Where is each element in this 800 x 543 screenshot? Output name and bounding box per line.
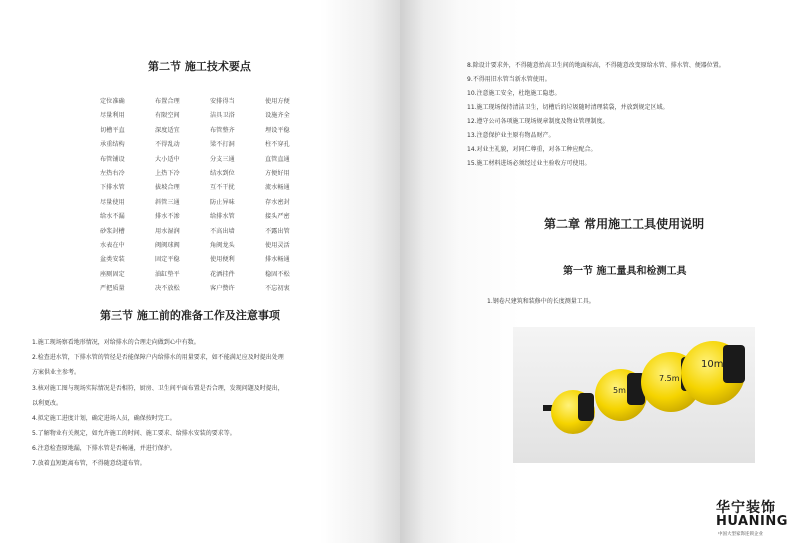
list-item: 15.施工材料进场必须经过业主验收方可使用。	[467, 160, 591, 167]
tool-item: 1.钢卷尺建筑和装修中的长度测量工具。	[487, 298, 595, 305]
tech-point: 盆类安装	[100, 256, 125, 264]
tech-point: 设施齐全	[265, 112, 290, 120]
tech-point: 接头严密	[265, 213, 290, 221]
list-item: 1.施工现场察看地形情况，对给排水的合理走向做到心中有数。	[32, 339, 200, 346]
tech-point: 客户赞许	[210, 285, 235, 293]
tech-point: 洁具卫浴	[210, 112, 235, 120]
tech-point: 梁不打洞	[210, 141, 235, 149]
tape-label: 7.5m	[659, 374, 680, 383]
tech-point: 决不放松	[155, 285, 180, 293]
tech-point: 阀阀球阀	[155, 241, 180, 249]
section1-title: 第一节 施工量具和检测工具	[563, 266, 687, 277]
list-item: 7.放着直短距离布管，不得随意绕道布管。	[32, 460, 146, 467]
tech-point: 不露出管	[265, 227, 290, 235]
tech-point: 给水不漏	[100, 213, 125, 221]
tech-point: 座厕固定	[100, 270, 125, 278]
tech-point: 排水畅通	[265, 256, 290, 264]
tech-point: 流水畅通	[265, 184, 290, 192]
tape-measure-5m	[595, 369, 647, 421]
brand-logo	[706, 497, 796, 541]
tech-point: 柱不穿孔	[265, 141, 290, 149]
tech-point: 使用灵活	[265, 241, 290, 249]
list-item: 5.了解物业有关规定，如允许施工的时间、施工要求、给排水安装的要求等。	[32, 430, 236, 437]
tech-point: 斜管三通	[155, 198, 180, 206]
chapter-title: 第二章 常用施工工具使用说明	[544, 217, 705, 231]
tech-point: 承重结构	[100, 141, 125, 149]
tech-point: 尽量使用	[100, 198, 125, 206]
list-item: 11.施工现场保持清洁卫生，切槽后的垃圾随时清理装袋，并放到规定区域。	[467, 104, 669, 111]
brand-tagline: 中国大型家饰连锁企业	[718, 532, 763, 537]
tech-point: 布置合理	[155, 98, 180, 105]
tech-point: 布管整齐	[210, 126, 235, 134]
tech-point: 直管直通	[265, 155, 290, 163]
brand-name-cn: 华宁装饰	[716, 500, 776, 516]
tech-point: 布管铺设	[100, 155, 125, 163]
tech-point: 不忘初衷	[265, 285, 290, 293]
tech-point: 埋设平稳	[265, 126, 290, 134]
section2-title: 第二节 施工技术要点	[148, 60, 251, 73]
tech-point: 存水密封	[265, 198, 290, 206]
tech-point: 水表在中	[100, 241, 125, 249]
list-item: 3.核对施工图与现场实际情况是否相符，厨房、卫生间平面布置是否合理，发现问题及时提出，	[32, 385, 284, 392]
tech-point: 给排水管	[210, 213, 235, 221]
tape-measure-10m	[681, 341, 745, 405]
tape-measures-photo	[513, 327, 755, 463]
tech-point: 使用便利	[210, 256, 235, 264]
tech-point: 定位准确	[100, 98, 125, 105]
tech-point: 上热下冷	[155, 169, 180, 177]
list-item: 8.除设计要求外，不得随意抬高卫生间的地面标高，不得随意改变原给水管、排水管、便器位置。	[467, 62, 725, 69]
tech-point: 结水到位	[210, 169, 235, 177]
tech-point: 花洒挂件	[210, 270, 235, 278]
tech-point: 用水湿润	[155, 227, 180, 235]
tech-point: 稳固不松	[265, 270, 290, 278]
tech-point: 有限空间	[155, 112, 180, 120]
tech-point: 排水不渗	[155, 213, 180, 221]
tech-point: 砂浆封槽	[100, 227, 125, 235]
tech-point: 安排得当	[210, 98, 235, 105]
list-item: 4.拟定施工进度计划，确定进场人员，确保按时完工。	[32, 415, 176, 422]
list-item: 9.不得用旧水管当新水管使用。	[467, 76, 551, 83]
tech-point: 左热右冷	[100, 169, 125, 177]
tech-point: 不高出墙	[210, 227, 235, 235]
list-item: 13.注意保护业主原有物品财产。	[467, 132, 555, 139]
tech-point: 角阀龙头	[210, 241, 235, 249]
list-item: 14.对业主礼貌，对同仁尊重，对各工种应配合。	[467, 146, 597, 153]
tech-point: 分支三通	[210, 155, 235, 163]
tech-point: 严把质量	[100, 285, 125, 293]
list-item: 方案供业主参考。	[32, 369, 81, 376]
tech-point: 使用方便	[265, 98, 290, 105]
brand-name-en: HUANING	[716, 514, 788, 529]
tape-label: 10m	[701, 359, 724, 370]
tech-point: 防止异味	[210, 198, 235, 206]
list-item: 以利更改。	[32, 400, 63, 407]
tech-point: 油缸垫平	[155, 270, 180, 278]
tech-point: 下排水管	[100, 184, 125, 192]
tape-label: 5m	[613, 386, 626, 395]
tech-point: 互不干扰	[210, 184, 235, 192]
tech-point: 不得乱动	[155, 141, 180, 149]
tech-point: 方便好用	[265, 169, 290, 177]
list-item: 12.遵守公司各项施工现场规章制度及物业管理制度。	[467, 118, 609, 125]
list-item: 2.检查进水管，下排水管的管径是否能保障户内给排水的用量要求，如不能满足应及时提出处理	[32, 354, 284, 361]
section3-title: 第三节 施工前的准备工作及注意事项	[100, 309, 280, 322]
tech-point: 大小适中	[155, 155, 180, 163]
tech-point: 深度适宜	[155, 126, 180, 134]
list-item: 10.注意施工安全，杜绝施工隐患。	[467, 90, 561, 97]
tech-point: 切槽平直	[100, 126, 125, 134]
tech-point: 尽量利用	[100, 112, 125, 120]
tech-points-grid	[100, 95, 320, 296]
tech-point: 固定平稳	[155, 256, 180, 264]
list-item: 6.注意检查原地漏，下排水管是否畅通，并进行保护。	[32, 445, 176, 452]
tech-point: 拔坡合理	[155, 184, 180, 192]
